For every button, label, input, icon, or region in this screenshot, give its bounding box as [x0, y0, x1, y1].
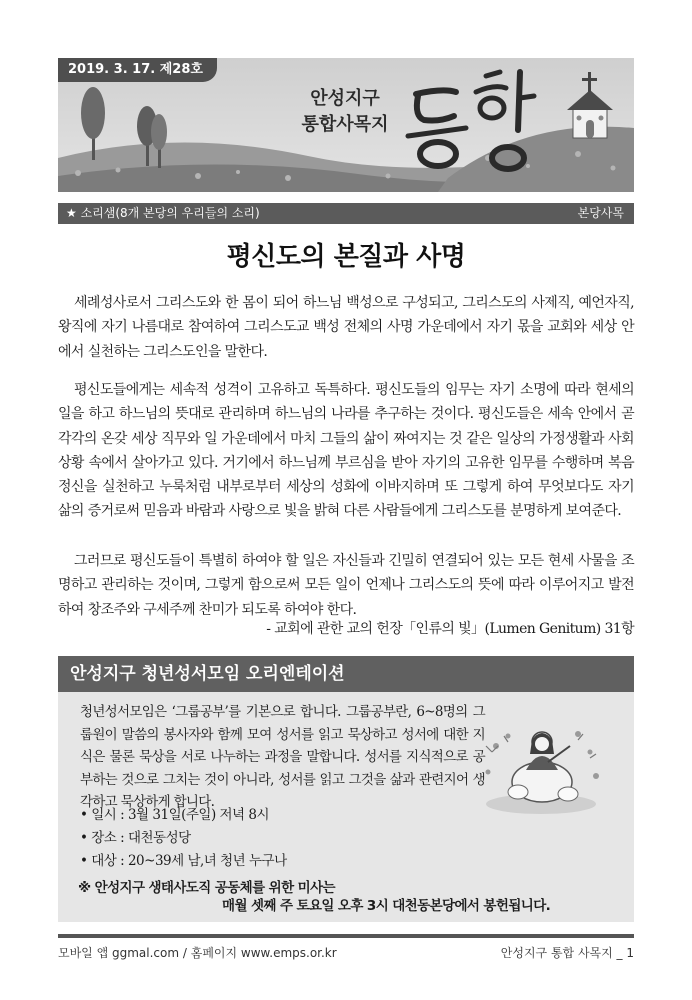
publication-title — [280, 86, 410, 138]
article-paragraph-2: 평신도들에게는 세속적 성격이 고유하고 독특하다. 평신도들의 임무는 자기 소명에 따라 현세의 일을 하고 하느님의 뜻대로 관리하며 하느님의 나라를 추구하는 것이다. 평신도들은 세속 안에서 곧 각각의 온갖 세상 직무와 일 가운데에서 마치 그들의 삶이 짜여지는 것 같은 일상의 가정생활과 사회 상황 속에서 살아가고 있다. 거기에서 하느님께 부르심을 받아 자기의 고유한 임무를 수행하며 복음 정신을 실천하고 누룩처럼 내부로부터 세상의 성화에 이바지하며 또 그렇게 하여 무엇보다도 자기 삶의 증거로써 믿음과 바람과 사랑으로 빛을 밝혀 다른 사람들에게 그리스도를 분명하게 보여준다. — [58, 382, 634, 520]
article-paragraph-3: 그러므로 평신도들이 특별히 하여야 할 일은 자신들과 긴밀히 연결되어 있는 모든 현세 사물을 조명하고 관리하는 것이며, 그렇게 함으로써 모든 일이 언제나 그리스도의 뜻에 따라 이루어지고 발전하여 창조주와 구세주께 찬미가 되도록 하여야 한다. — [58, 553, 634, 618]
article-paragraph-1: 세례성사로서 그리스도와 한 몸이 되어 하느님 백성으로 구성되고, 그리스도의 사제직, 예언자직, 왕직에 자기 나름대로 참여하여 그리스도교 백성 전체의 사명 가운데에서 자기 몫을 교회와 세상 안에서 실천하는 그리스도인을 말한다. — [58, 295, 634, 360]
event-place: • 장소 : 대천동성당 — [80, 830, 191, 846]
orientation-title: 안성지구 청년성서모임 오리엔테이션 — [70, 664, 345, 684]
footer-contact: 모바일 앱 ggmal.com / 홈페이지 www.emps.or.kr — [58, 946, 337, 960]
jesus-with-sheep-illustration — [478, 712, 604, 818]
footer-divider — [58, 934, 634, 938]
orientation-header — [58, 656, 634, 692]
section-label: ★ 소리샘(8개 본당의 우리들의 소리) — [66, 206, 260, 220]
event-audience: • 대상 : 20~39세 남,녀 청년 누구나 — [80, 853, 287, 869]
article-citation: - 교회에 관한 교의 헌장「인류의 빛」(Lumen Genitum) 31항 — [266, 621, 634, 637]
masthead-text — [0, 0, 1, 1]
mass-notice-line-1: ※ 안성지구 생태사도직 공동체를 위한 미사는 — [78, 880, 335, 896]
org-name: 안성지구 — [310, 88, 380, 109]
section-bar — [58, 203, 634, 224]
orientation-description: 청년성서모임은 ‘그룹공부’를 기본으로 합니다. 그룹공부란, 6~8명의 그룹원이 말씀의 봉사자와 함께 모여 성서를 읽고 묵상하고 성서에 대한 지식은 물론 묵상을 서로 나누하는 과정을 말합니다. 성서를 지식적으로 공부하는 것으로 그치는 것이 아니라, 성서를 읽고 그것을 삶과 관련지어 생각하고 묵상하게 합니다. — [80, 704, 485, 810]
mass-notice-line-2: 매월 셋째 주 토요일 오후 3시 대천동본당에서 봉헌됩니다. — [222, 898, 551, 914]
event-time: • 일시 : 3월 31일(주일) 저녁 8시 — [80, 807, 270, 823]
article-title: 평신도의 본질과 사명 — [226, 242, 466, 272]
orientation-body — [80, 701, 485, 814]
section-category: 본당사목 — [577, 206, 624, 220]
footer-page-label: 안성지구 통합 사목지 _ 1 — [500, 946, 634, 960]
issue-date: 2019. 3. 17. 제28호 — [58, 58, 217, 82]
publication-type: 통합사목지 — [301, 114, 389, 135]
